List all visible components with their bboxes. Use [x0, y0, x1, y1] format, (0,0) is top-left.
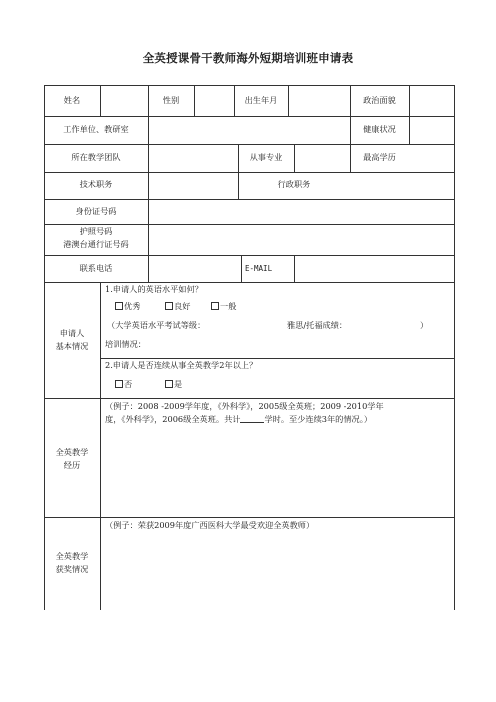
row-line: [44, 144, 455, 145]
col-line: [194, 85, 195, 116]
option-good-label: 良好: [174, 301, 191, 311]
row-line: [44, 398, 455, 399]
label-political: 政治面貌: [363, 95, 396, 105]
row-line: [44, 255, 455, 256]
label-workplace: 工作单位、教研室: [63, 124, 129, 134]
label-major: 从事专业: [249, 152, 283, 162]
training-label: 培训情况：: [105, 339, 146, 349]
row-line: [100, 358, 455, 359]
option-good[interactable]: [165, 301, 190, 312]
col-line: [100, 85, 101, 116]
col-line: [288, 85, 289, 116]
checkbox-yes[interactable]: [165, 380, 173, 388]
hours-blank: [240, 414, 264, 423]
label-team: 所在教学团队: [71, 152, 121, 162]
option-no-label: 否: [124, 379, 133, 389]
option-yes-label: 是: [174, 379, 183, 389]
row-line: [44, 116, 455, 117]
label-email: E-MAIL: [245, 264, 273, 273]
option-excellent-label: 优秀: [124, 301, 141, 311]
experience-example-line2a: 度，《外科学》，2006级全英班。共计: [105, 414, 241, 424]
label-phone: 联系电话: [79, 263, 113, 273]
option-excellent[interactable]: [115, 301, 140, 312]
experience-example-line2b: 学时。至少连续3年的情况。）: [264, 414, 373, 424]
checkbox-good[interactable]: [165, 302, 173, 310]
label-name: 姓名: [63, 95, 81, 105]
col-line: [294, 144, 295, 172]
col-line: [409, 85, 410, 116]
option-yes[interactable]: [165, 379, 182, 390]
row-line: [44, 282, 455, 283]
row-line: [44, 224, 455, 225]
label-admin-title: 行政职务: [277, 179, 311, 189]
label-experience-2: 经历: [63, 460, 81, 470]
row-line: [44, 85, 455, 86]
col-line: [454, 85, 455, 610]
label-gender: 性别: [162, 95, 180, 105]
col-line: [100, 282, 101, 610]
col-line: [294, 255, 295, 282]
checkbox-no[interactable]: [115, 380, 123, 388]
checkbox-average[interactable]: [211, 302, 219, 310]
label-basic-info: 基本情况: [55, 341, 89, 351]
experience-example-line2: [105, 414, 372, 425]
label-award-1: 全英教学: [55, 551, 89, 561]
checkbox-excellent[interactable]: [115, 302, 123, 310]
exam-close-paren: ）: [420, 320, 429, 330]
exam-level-label: （大学英语水平考试等级：: [107, 320, 206, 330]
row-line: [44, 172, 455, 173]
label-health: 健康状况: [363, 124, 396, 134]
award-example: （例子：荣获2009年度广西医科大学最受欢迎全英教师）: [105, 520, 315, 530]
ielts-toefl-label: 雅思/托福成绩：: [287, 320, 348, 330]
row-line: [44, 517, 455, 518]
form-title: 全英授课骨干教师海外短期培训班申请表: [142, 51, 354, 65]
option-average-label: 一般: [220, 301, 237, 311]
option-no[interactable]: [115, 379, 132, 390]
question-english-level: 1.申请人的英语水平如何？: [105, 284, 203, 294]
label-experience-1: 全英教学: [55, 447, 89, 457]
question-continuous-teaching: 2.申请人是否连续从事全英教学2年以上？: [105, 360, 258, 370]
col-line: [148, 116, 149, 199]
label-hk-macao-permit: 港澳台通行证号码: [63, 239, 129, 249]
label-birth: 出生年月: [244, 95, 278, 105]
label-id-number: 身份证号码: [75, 206, 117, 216]
label-degree: 最高学历: [363, 152, 396, 162]
label-applicant: 申请人: [59, 328, 85, 338]
col-line: [148, 199, 149, 282]
label-tech-title: 技术职务: [79, 179, 113, 189]
row-line: [44, 199, 455, 200]
label-passport: 护照号码: [79, 226, 113, 236]
option-average[interactable]: [211, 301, 236, 312]
experience-example-line1: （例子：2008 -2009学年度，《外科学》，2005级全英班；2009 -2010学年: [105, 401, 384, 411]
col-line: [241, 255, 242, 282]
label-award-2: 获奖情况: [55, 564, 89, 574]
col-line: [409, 116, 410, 144]
application-form-table: [44, 85, 455, 610]
